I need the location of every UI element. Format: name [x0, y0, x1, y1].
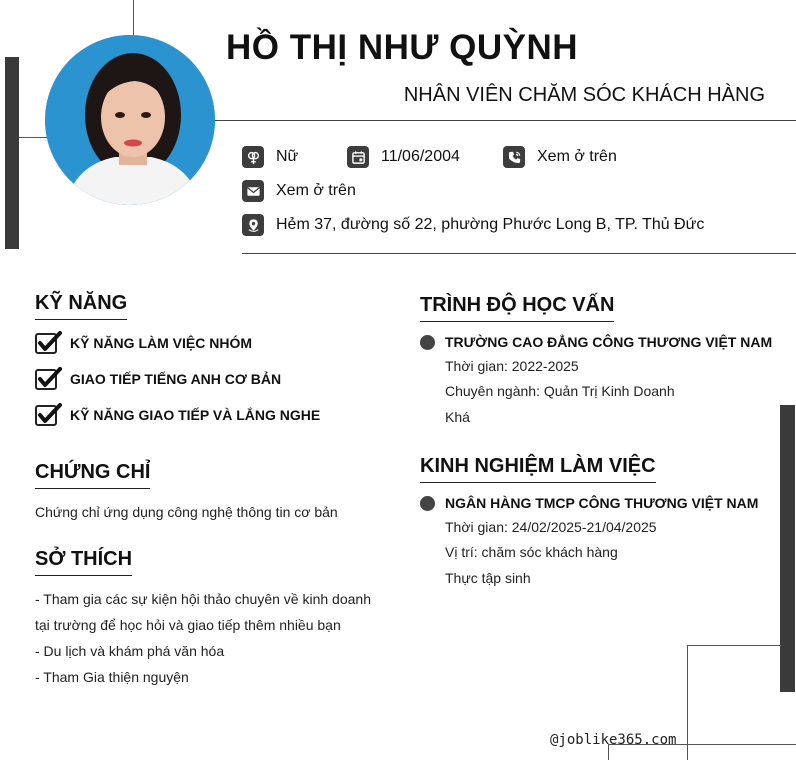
- decor-line-left: [18, 137, 48, 138]
- gender-value: Nữ: [276, 148, 299, 165]
- info-email: [242, 180, 356, 202]
- education-entry: [420, 334, 772, 350]
- info-phone: [503, 146, 617, 168]
- info-address: [242, 214, 704, 236]
- header-divider: [215, 120, 796, 121]
- candidate-name: HỒ THỊ NHƯ QUỲNH: [226, 28, 579, 67]
- skill-item: [35, 367, 281, 391]
- checkbox-icon: [35, 331, 62, 355]
- bullet-dot-icon: [420, 496, 435, 511]
- decor-bar-left: [5, 57, 19, 249]
- skill-label: KỸ NĂNG GIAO TIẾP VÀ LẮNG NGHE: [70, 407, 321, 423]
- phone-value: Xem ở trên: [537, 148, 617, 165]
- hobby-line: - Du lịch và khám phá văn hóa: [35, 643, 225, 659]
- skill-label: KỸ NĂNG LÀM VIỆC NHÓM: [70, 335, 252, 351]
- experience-time: Thời gian: 24/02/2025-21/04/2025: [445, 519, 657, 535]
- experience-company: NGÂN HÀNG TMCP CÔNG THƯƠNG VIỆT NAM: [445, 495, 759, 511]
- education-grade: Khá: [445, 409, 470, 425]
- decor-box-bottom-right: [687, 645, 782, 760]
- experience-entry: [420, 495, 758, 511]
- decor-bar-right: [780, 405, 795, 692]
- birthdate-value: 11/06/2004: [381, 148, 460, 165]
- hobby-line: tại trường để học hỏi và giao tiếp thêm nhiều bạn: [35, 617, 341, 633]
- email-value: Xem ở trên: [276, 182, 356, 199]
- education-major: Chuyên ngành: Quản Trị Kinh Doanh: [445, 383, 675, 399]
- phone-icon: [503, 146, 525, 168]
- skill-label: GIAO TIẾP TIẾNG ANH CƠ BẢN: [70, 371, 282, 387]
- certificates-title: CHỨNG CHỈ: [35, 461, 150, 489]
- experience-position: Vị trí: chăm sóc khách hàng: [445, 544, 618, 560]
- calendar-icon: [347, 146, 369, 168]
- skills-title: KỸ NĂNG: [35, 292, 127, 320]
- candidate-job-title: NHÂN VIÊN CHĂM SÓC KHÁCH HÀNG: [403, 84, 765, 106]
- gender-icon: [242, 146, 264, 168]
- email-icon: [242, 180, 264, 202]
- hobby-line: - Tham gia các sự kiện hội thảo chuyên về kinh doanh: [35, 591, 371, 607]
- bullet-dot-icon: [420, 335, 435, 350]
- info-birthdate: [347, 146, 460, 168]
- address-value: Hẻm 37, đường số 22, phường Phước Long B, TP. Thủ Đức: [276, 216, 705, 233]
- hobby-line: - Tham Gia thiện nguyện: [35, 669, 189, 685]
- education-time: Thời gian: 2022-2025: [445, 358, 579, 374]
- checkbox-icon: [35, 367, 62, 391]
- avatar-photo: [45, 35, 215, 205]
- certificate-text: Chứng chỉ ứng dụng công nghệ thông tin cơ bản: [35, 504, 338, 520]
- skill-item: [35, 331, 252, 355]
- checkbox-icon: [35, 403, 62, 427]
- decor-line-top: [133, 0, 134, 40]
- experience-title: KINH NGHIỆM LÀM VIỆC: [420, 455, 656, 483]
- skill-item: [35, 403, 320, 427]
- education-title: TRÌNH ĐỘ HỌC VẤN: [420, 294, 614, 322]
- education-school: TRƯỜNG CAO ĐẲNG CÔNG THƯƠNG VIỆT NAM: [445, 334, 773, 350]
- watermark-brand: @joblike365.com: [550, 732, 677, 748]
- info-divider: [242, 253, 796, 254]
- experience-type: Thực tập sinh: [445, 570, 531, 586]
- location-pin-icon: [242, 214, 264, 236]
- hobbies-title: SỞ THÍCH: [35, 548, 132, 576]
- info-gender: [242, 146, 298, 168]
